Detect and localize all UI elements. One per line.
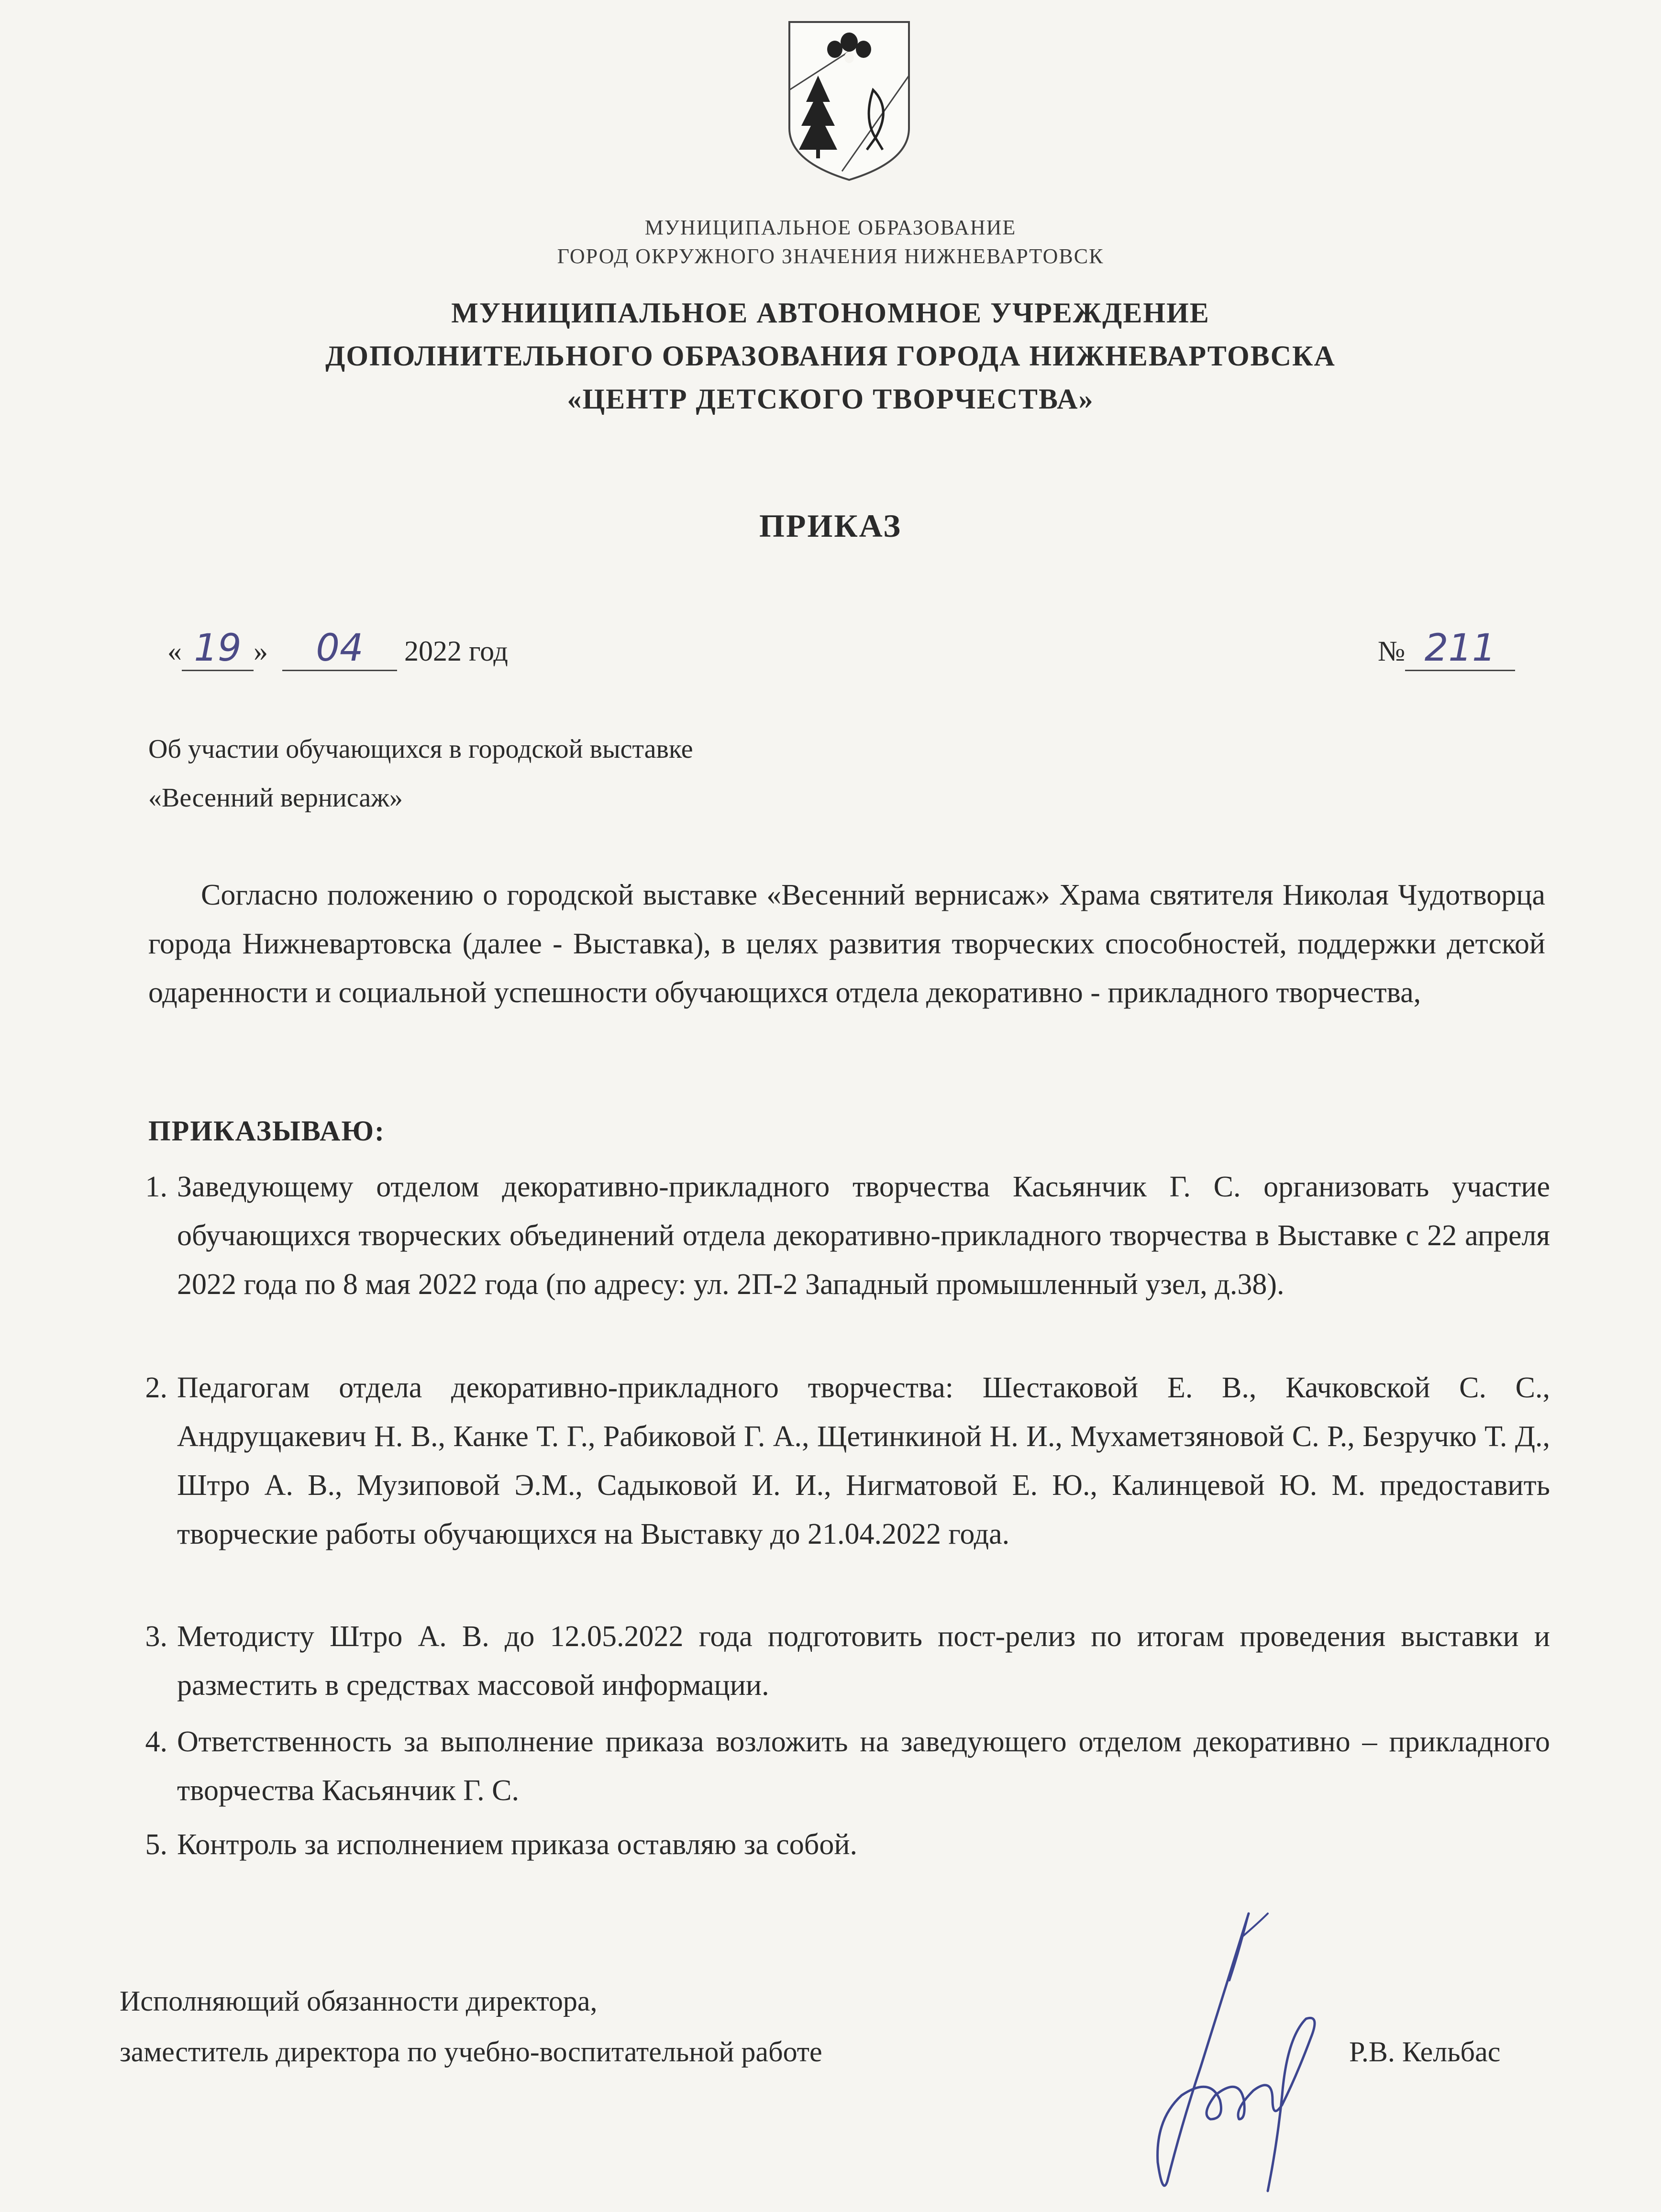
- date-month: 04: [282, 627, 397, 671]
- municipality-line-1: МУНИЦИПАЛЬНОЕ ОБРАЗОВАНИЕ: [644, 216, 1017, 239]
- order-subject: [148, 725, 693, 822]
- order-item: [120, 1820, 1550, 1873]
- position-line-2: заместитель директора по учебно-воспитательной работе: [120, 2036, 822, 2068]
- order-number-value: 211: [1405, 627, 1515, 671]
- item-number: 1.: [145, 1171, 167, 1203]
- item-text: Заведующему отделом декоративно-прикладного творчества Касьянчик Г. С. организовать участие обучающихся творческих объединений отдела декоративно-прикладного творчества в Выставке с 22 апреля 2022 года по 8 мая 2022 года (по адресу: ул. 2П-2 Западный промышленный узел, д.38).: [177, 1171, 1550, 1301]
- date-year: 2022 год: [404, 635, 508, 667]
- order-date: [167, 627, 508, 671]
- order-keyword: ПРИКАЗЫВАЮ:: [148, 1115, 386, 1147]
- item-number: 5.: [145, 1828, 167, 1861]
- item-text: Контроль за исполнением приказа оставляю за собой.: [177, 1828, 858, 1861]
- item-text: Ответственность за выполнение приказа возложить на заведующего отделом декоративно – прикладного творчества Касьянчик Г. С.: [177, 1725, 1550, 1807]
- organization-line-3: «ЦЕНТР ДЕТСКОГО ТВОРЧЕСТВА»: [567, 383, 1094, 415]
- subject-line-2: «Весенний вернисаж»: [148, 783, 403, 813]
- order-number-label: №: [1378, 635, 1406, 667]
- order-item: [120, 1612, 1550, 1715]
- order-number: [1378, 627, 1515, 671]
- document-title: ПРИКАЗ: [759, 508, 902, 544]
- date-close-quote: »: [254, 635, 268, 667]
- date-day: 19: [182, 627, 254, 671]
- signatory-name: Р.В. Кельбас: [1349, 2036, 1501, 2068]
- item-number: 3.: [145, 1620, 167, 1653]
- handwritten-signature: [1129, 1894, 1330, 2201]
- subject-line-1: Об участии обучающихся в городской выставке: [148, 734, 693, 764]
- organization-line-2: ДОПОЛНИТЕЛЬНОГО ОБРАЗОВАНИЯ ГОРОДА НИЖНЕВАРТОВСКА: [325, 340, 1336, 372]
- municipality-line-2: ГОРОД ОКРУЖНОГО ЗНАЧЕНИЯ НИЖНЕВАРТОВСК: [557, 244, 1104, 268]
- preamble-paragraph: Согласно положению о городской выставке «Весенний вернисаж» Храма святителя Николая Чудотворца города Нижневартовска (далее - Выставка), в целях развития творческих способностей, поддержки детской одаренности и социальной успешности обучающихся отдела декоративно - прикладного творчества,: [148, 879, 1545, 1009]
- item-text: Педагогам отдела декоративно-прикладного творчества: Шестаковой Е. В., Качковской С. С., Андрущакевич Н. В., Канке Т. Г., Рабиковой Г. А., Щетинкиной Н. И., Мухаметзяновой С. Р., Безручко Т. Д., Штро А. В., Музиповой Э.М., Садыковой И. И., Нигматовой Е. Ю., Калинцевой Ю. М. предоставить творческие работы обучающихся на Выставку до 21.04.2022 года.: [177, 1371, 1550, 1550]
- order-item: [120, 1363, 1550, 1612]
- position-line-1: Исполняющий обязанности директора,: [120, 1985, 598, 2017]
- date-open-quote: «: [167, 635, 182, 667]
- item-text: Методисту Штро А. В. до 12.05.2022 года подготовить пост-релиз по итогам проведения выставки и разместить в средствах массовой информации.: [177, 1620, 1550, 1702]
- signatory-position: [120, 1976, 822, 2077]
- item-number: 4.: [145, 1725, 167, 1758]
- coat-of-arms-icon: [785, 18, 914, 183]
- order-item: [120, 1162, 1550, 1363]
- order-item: [120, 1717, 1550, 1820]
- organization-line-1: МУНИЦИПАЛЬНОЕ АВТОНОМНОЕ УЧРЕЖДЕНИЕ: [451, 297, 1210, 329]
- item-number: 2.: [145, 1371, 167, 1404]
